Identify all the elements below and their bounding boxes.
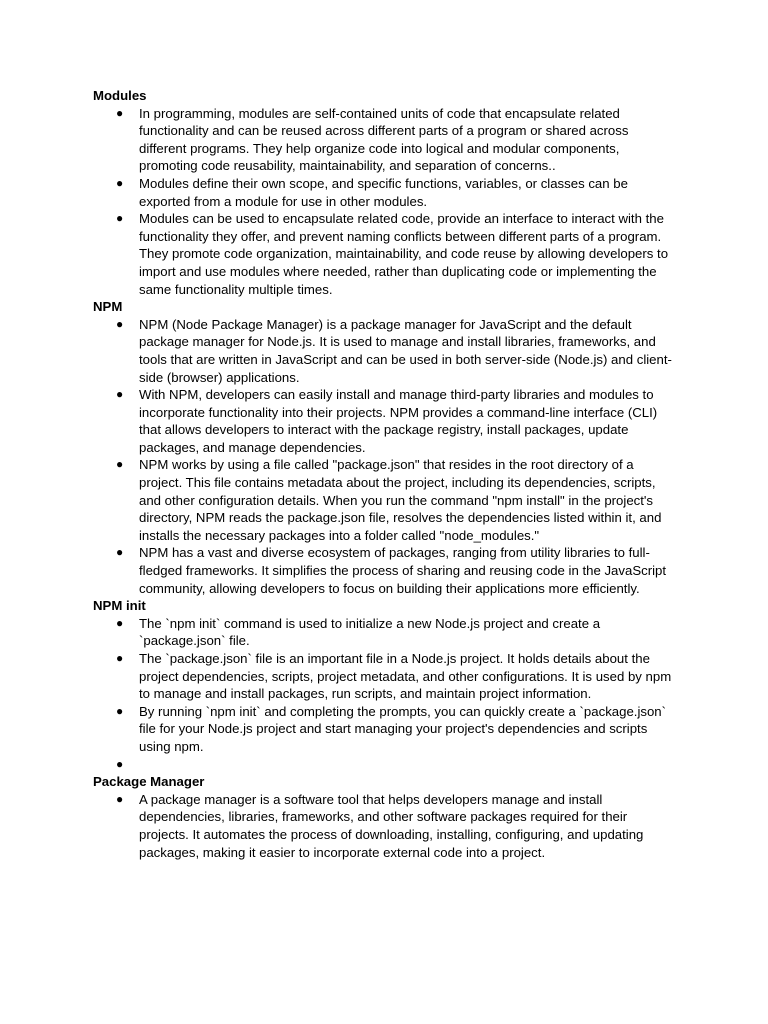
bullet-list xyxy=(93,316,678,598)
list-item-text xyxy=(139,756,678,774)
bullet-list xyxy=(93,615,678,773)
list-item-text: The `npm init` command is used to initialize a new Node.js project and create a `package.json` file. xyxy=(139,615,601,649)
bullet-icon: ● xyxy=(116,211,124,226)
bullet-icon: ● xyxy=(116,387,124,402)
list-item xyxy=(93,175,678,210)
list-item-text: NPM has a vast and diverse ecosystem of packages, ranging from utility libraries to full-fledged frameworks. It simplifies the process of sharing and reusing code in the JavaScript community, allowing developers to focus on building their applications more efficiently. xyxy=(139,545,667,596)
list-item-text: In programming, modules are self-contained units of code that encapsulate related functionality and can be reused across different parts of a program or shared across different programs. They help organize code into logical and modular components, promoting code reusability, maintainability, and separation of concerns.. xyxy=(139,105,629,174)
list-item-text: A package manager is a software tool that helps developers manage and install dependencies, libraries, frameworks, and other software packages required for their projects. It automates the process of downloading, installing, configuring, and updating packages, making it easier to incorporate external code into a project. xyxy=(139,791,644,860)
list-item xyxy=(93,105,678,175)
section-heading: Modules xyxy=(93,88,147,103)
section-npm xyxy=(93,298,678,597)
list-item-text: By running `npm init` and completing the prompts, you can quickly create a `package.json` file for your Node.js project and start managing your project's dependencies and scripts using npm. xyxy=(139,703,667,754)
bullet-icon: ● xyxy=(116,105,124,120)
bullet-icon: ● xyxy=(116,756,124,771)
bullet-icon: ● xyxy=(116,615,124,630)
section-package-manager xyxy=(93,773,678,861)
list-item xyxy=(93,756,678,774)
bullet-list xyxy=(93,105,678,299)
list-item xyxy=(93,316,678,386)
list-item-text: Modules can be used to encapsulate related code, provide an interface to interact with the functionality they offer, and prevent naming conflicts between different parts of a program. They promote code organization, maintainability, and code reuse by allowing developers to import and use modules where needed, rather than duplicating code or implementing the same functionality multiple times. xyxy=(139,211,669,297)
bullet-icon: ● xyxy=(116,545,124,560)
list-item xyxy=(93,791,678,861)
list-item-text: Modules define their own scope, and specific functions, variables, or classes can be exported from a module for use in other modules. xyxy=(139,175,628,209)
section-heading: Package Manager xyxy=(93,774,205,790)
section-modules xyxy=(93,87,678,298)
list-item xyxy=(93,456,678,544)
list-item xyxy=(93,210,678,298)
list-item xyxy=(93,386,678,456)
list-item xyxy=(93,650,678,703)
section-heading: NPM xyxy=(93,299,123,315)
bullet-icon: ● xyxy=(116,175,124,190)
bullet-list xyxy=(93,791,678,861)
list-item-text: With NPM, developers can easily install and manage third-party libraries and modules to incorporate functionality into their projects. NPM provides a command-line interface (CLI) that allows developers to interact with the package registry, install packages, update packages, and manage dependencies. xyxy=(139,387,658,455)
list-item-text: NPM (Node Package Manager) is a package manager for JavaScript and the default package manager for Node.js. It is used to manage and install libraries, frameworks, and tools that are written in JavaScript and can be used in both server-side (Node.js) and client-side (browser) applications. xyxy=(139,316,672,385)
list-item xyxy=(93,703,678,756)
list-item xyxy=(93,544,678,597)
bullet-icon: ● xyxy=(116,457,124,472)
list-item-text: NPM works by using a file called "package.json" that resides in the root directory of a project. This file contains metadata about the project, including its dependencies, scripts, and other configuration details. When you run the command "npm install" in the project's directory, NPM reads the package.json file, resolves the dependencies listed within it, and installs the necessary packages into a folder called "node_modules." xyxy=(139,457,662,543)
list-item xyxy=(93,615,678,650)
list-item-text: The `package.json` file is an important file in a Node.js project. It holds details about the project dependencies, scripts, project metadata, and other configurations. It is used by npm to manage and install packages, run scripts, and maintain project information. xyxy=(139,651,672,702)
bullet-icon: ● xyxy=(116,316,124,331)
section-npm-init xyxy=(93,597,678,773)
bullet-icon: ● xyxy=(116,703,124,718)
section-heading: NPM init xyxy=(93,598,146,614)
bullet-icon: ● xyxy=(116,791,124,806)
bullet-icon: ● xyxy=(116,651,124,665)
